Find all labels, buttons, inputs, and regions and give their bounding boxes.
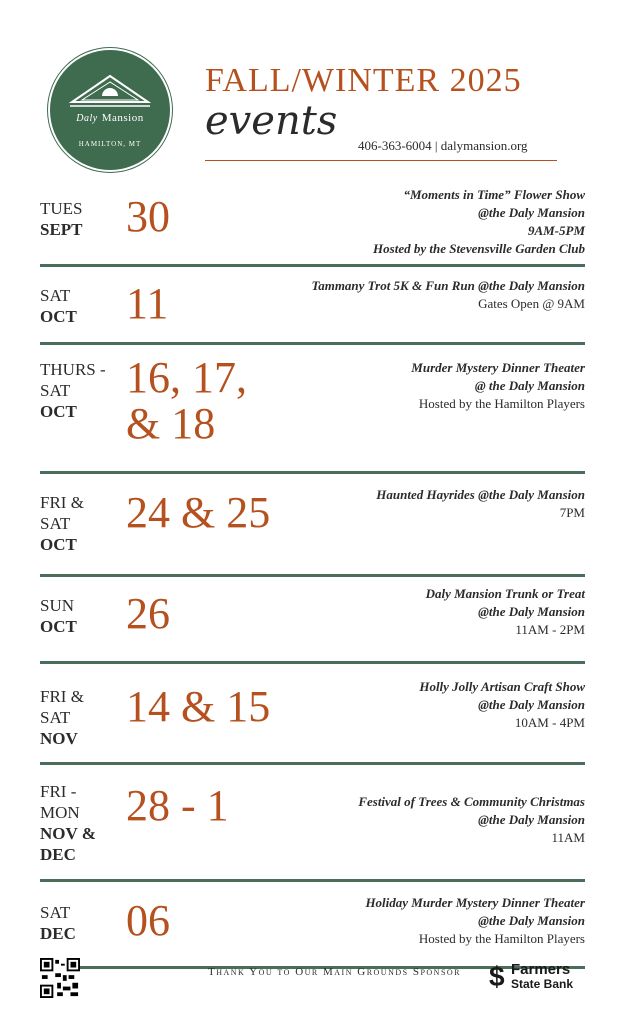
event-row [40, 345, 585, 474]
event-row [40, 180, 585, 267]
event-title: Haunted Hayrides @the Daly Mansion [376, 487, 585, 502]
event-month: OCT [40, 307, 77, 326]
event-time: 11AM - 2PM [515, 622, 585, 637]
event-row [40, 577, 585, 664]
logo-mansion: Mansion [101, 112, 144, 124]
event-date: 26 [126, 589, 170, 638]
logo-location: HAMILTON, MT [78, 140, 142, 148]
event-month: NOV [40, 729, 78, 748]
event-day-label [40, 359, 106, 422]
qr-code-icon[interactable] [40, 958, 80, 998]
event-details [376, 486, 585, 522]
event-day-label [40, 781, 96, 865]
event-weekday: SUN [40, 596, 75, 615]
event-title: Holiday Murder Mystery Dinner Theater [365, 895, 585, 910]
event-row [40, 882, 585, 969]
event-details [358, 793, 585, 847]
event-title: Festival of Trees & Community Christmas [358, 794, 585, 809]
contact-info: 406-363-6004 | dalymansion.org [358, 138, 528, 153]
event-host: Hosted by the Hamilton Players [418, 396, 585, 411]
event-date [126, 355, 247, 447]
event-month: OCT [40, 402, 77, 421]
event-host: Hosted by the Hamilton Players [418, 931, 585, 946]
event-date: 06 [126, 896, 170, 945]
bank-dollar-icon: $ [489, 961, 505, 992]
event-day-label [40, 285, 77, 327]
event-title: Murder Mystery Dinner Theater [411, 360, 585, 375]
event-weekday: TUES [40, 199, 83, 218]
event-date-line2: & 18 [126, 399, 216, 448]
event-details [419, 678, 585, 732]
mansion-roof-icon [68, 72, 152, 112]
event-time: 7PM [559, 505, 585, 520]
events-list [40, 180, 585, 969]
event-row [40, 474, 585, 577]
event-venue: @the Daly Mansion [478, 604, 585, 619]
logo-script: Daly [76, 113, 98, 124]
event-venue: @the Daly Mansion [478, 812, 585, 827]
event-day-label [40, 595, 77, 637]
event-month: DEC [40, 924, 76, 943]
event-row [40, 267, 585, 345]
event-weekday-end: SAT [40, 381, 71, 400]
event-weekday: FRI & [40, 493, 84, 512]
event-time: Gates Open @ 9AM [478, 296, 585, 311]
title-season: FALL/WINTER 2025 [205, 62, 522, 99]
event-details [373, 186, 585, 258]
event-date: 30 [126, 192, 170, 241]
header-divider [205, 160, 557, 161]
event-venue: @the Daly Mansion [478, 697, 585, 712]
event-title: Holly Jolly Artisan Craft Show [419, 679, 585, 694]
event-details [426, 585, 585, 639]
event-venue: @ the Daly Mansion [474, 378, 585, 393]
event-day-label [40, 686, 84, 749]
logo-name [50, 112, 170, 124]
event-month-end: DEC [40, 845, 76, 864]
event-date: 28 - 1 [126, 781, 229, 830]
event-weekday-end: SAT [40, 708, 71, 727]
event-details [365, 894, 585, 948]
event-details [311, 277, 585, 313]
event-weekday: SAT [40, 903, 71, 922]
event-month: NOV & [40, 824, 96, 843]
event-date: 11 [126, 279, 169, 328]
bank-name-line2: State Bank [511, 977, 574, 991]
event-weekday: SAT [40, 286, 71, 305]
event-host: Hosted by the Stevensville Garden Club [373, 241, 585, 256]
event-date-line1: 16, 17, [126, 353, 247, 402]
event-day-label [40, 198, 83, 240]
event-venue: @the Daly Mansion [478, 913, 585, 928]
sponsor-thanks: Thank You to Our Main Grounds Sponsor [208, 966, 462, 978]
event-time: 10AM - 4PM [514, 715, 585, 730]
event-weekday-end: SAT [40, 514, 71, 533]
event-month: SEPT [40, 220, 83, 239]
event-day-label [40, 492, 84, 555]
event-weekday: FRI & [40, 687, 84, 706]
event-month: OCT [40, 535, 77, 554]
bank-name-line1: Farmers [511, 961, 571, 978]
event-date: 14 & 15 [126, 682, 271, 731]
event-title: Tammany Trot 5K & Fun Run @the Daly Mansion [311, 278, 585, 293]
event-day-label [40, 902, 76, 944]
event-date: 24 & 25 [126, 488, 271, 537]
daly-mansion-logo [50, 50, 170, 170]
event-venue: @the Daly Mansion [478, 205, 585, 220]
event-row [40, 664, 585, 765]
event-weekday: THURS - [40, 360, 106, 379]
event-month: OCT [40, 617, 77, 636]
event-title: Daly Mansion Trunk or Treat [425, 586, 585, 601]
event-title: “Moments in Time” Flower Show [403, 187, 585, 202]
title-events: events [205, 98, 338, 144]
event-time: 11AM [551, 830, 585, 845]
event-weekday-end: MON [40, 803, 80, 822]
event-row [40, 765, 585, 882]
event-weekday: FRI - [40, 782, 77, 801]
event-time: 9AM-5PM [527, 223, 585, 238]
event-details [411, 359, 585, 413]
